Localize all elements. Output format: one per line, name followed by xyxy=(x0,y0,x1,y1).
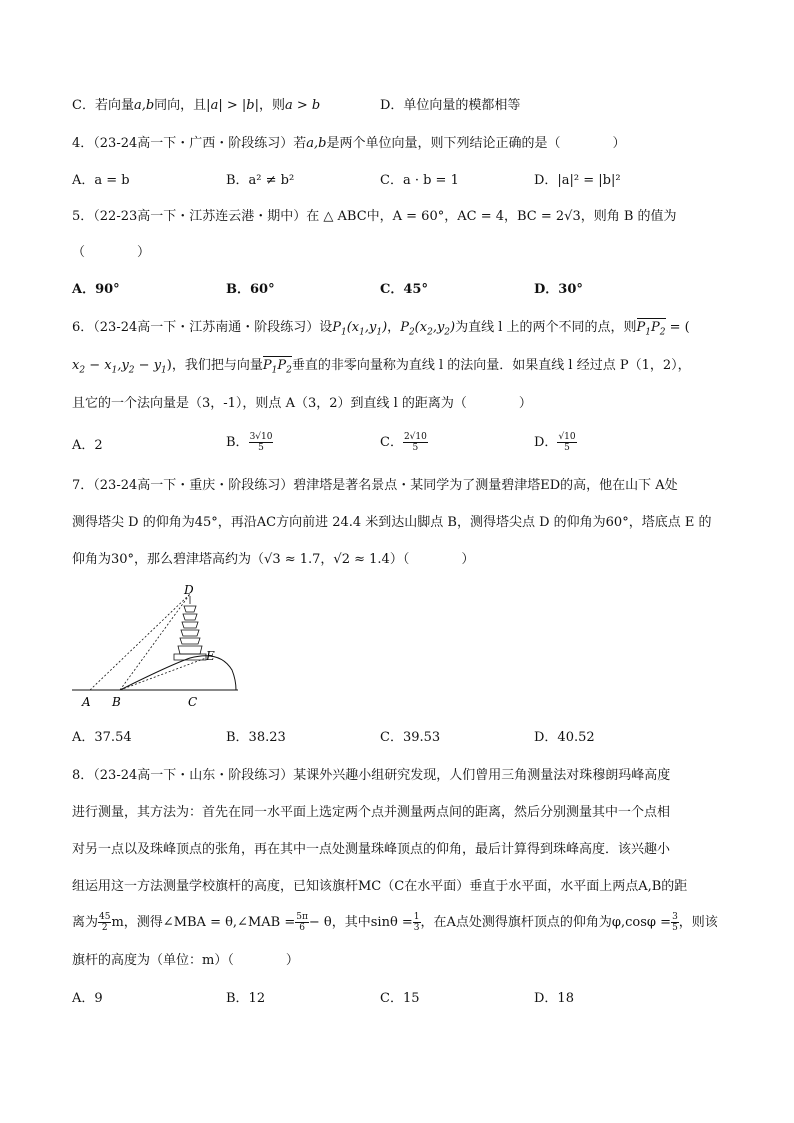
q7-option-b[interactable]: B．38.23 xyxy=(226,730,286,745)
q8-line5 xyxy=(72,912,718,933)
q8-line5-d: ，在A点处测得旗杆顶点的仰角为φ,cosφ = xyxy=(420,915,672,930)
q4-option-c[interactable]: C．a · b = 1 xyxy=(380,173,459,188)
q8-line5-c: − θ，其中sinθ = xyxy=(308,915,413,930)
q4-option-b[interactable]: B．a² ≠ b² xyxy=(226,173,295,188)
q3-option-c-b: b xyxy=(246,98,255,113)
q8-frac-cos-den: 5 xyxy=(672,923,678,933)
q6-line1: 6．（23-24高一下・江苏南通・阶段练习）设$P_1(x_1,y_1)$，$P_2(x_2,y_2)$为直线 l 上的两个不同的点，则$P_1P_2$ = ( xyxy=(72,320,690,338)
q5-stem-line2: （ ） xyxy=(72,245,151,260)
q4-stem-vec: a,b xyxy=(306,136,327,151)
q6-line3: 且它的一个法向量是（3，-1），则点 A（3，2）到直线 l 的距离为（ ） xyxy=(72,396,532,411)
q6-option-b-frac xyxy=(249,432,274,453)
q4-option-a[interactable]: A．a = b xyxy=(72,173,130,188)
q7-figure xyxy=(70,580,250,715)
q3-option-c-rest2: |，则 xyxy=(254,98,285,113)
q3-option-c[interactable] xyxy=(72,96,320,116)
q6-option-b-num: 3√10 xyxy=(249,432,273,442)
q5-stem-line1: 5．（22-23高一下・江苏连云港・期中）在 △ ABC中，A = 60°，AC = 4，BC = 2√3，则角 B 的值为 xyxy=(72,209,677,224)
q6-vec-p1p2-2: $P_1P_2$ xyxy=(262,358,292,376)
sight-lines xyxy=(90,594,206,690)
q8-frac-cos-num: 3 xyxy=(672,912,678,922)
q5-option-a[interactable]: A．90° xyxy=(72,282,120,297)
q6-option-d-label: D． xyxy=(534,435,558,450)
q8-option-d[interactable]: D．18 xyxy=(534,991,574,1006)
q6-option-d[interactable] xyxy=(534,432,577,453)
q3-option-c-a: a xyxy=(210,98,219,113)
q3-option-c-vec: a,b xyxy=(133,98,155,113)
q3-option-c-cmp: a > b xyxy=(284,98,321,113)
q8-option-b[interactable]: B．12 xyxy=(226,991,266,1006)
label-d: D xyxy=(184,583,194,597)
q8-frac-angle xyxy=(295,912,309,933)
q8-line5-b: m，测得∠MBA = θ,∠MAB = xyxy=(111,915,296,930)
q8-frac-ab-den: 2 xyxy=(101,923,108,933)
q6-option-b-den: 5 xyxy=(258,443,264,453)
tower xyxy=(174,596,206,660)
q8-frac-ab xyxy=(98,912,111,933)
q8-frac-angle-num: 5π xyxy=(296,912,308,922)
q6-option-c-label: C． xyxy=(380,435,403,450)
q6-line2-text-b: 垂直的非零向量称为直线 l 的法向量．如果直线 l 经过点 P（1，2）， xyxy=(291,358,691,373)
q6-option-c-den: 5 xyxy=(412,443,419,453)
q8-frac-sin xyxy=(413,912,421,933)
q7-line3: 仰角为30°，那么碧津塔高约为（√3 ≈ 1.7，√2 ≈ 1.4）（ ） xyxy=(72,552,475,567)
q7-option-a[interactable]: A．37.54 xyxy=(72,730,132,745)
q6-option-d-den: 5 xyxy=(564,443,570,453)
q8-frac-sin-den: 3 xyxy=(413,923,420,933)
q6-p2: $P_2(x_2,y_2)$ xyxy=(400,320,456,338)
q5-option-d[interactable]: D．30° xyxy=(534,282,583,297)
q5-option-c[interactable]: C．45° xyxy=(380,282,428,297)
q4-stem-text2: 是两个单位向量，则下列结论正确的是（ ） xyxy=(326,136,626,151)
q8-line5-e: ，则该 xyxy=(678,915,718,930)
label-a: A xyxy=(82,695,91,709)
q8-option-c[interactable]: C．15 xyxy=(380,991,420,1006)
q6-line1-text-a: 6．（23-24高一下・江苏南通・阶段练习）设 xyxy=(72,320,333,335)
q3-option-c-mid: | > | xyxy=(218,98,247,113)
q4-stem-text: 4．（23-24高一下・广西・阶段练习）若 xyxy=(72,136,307,151)
q8-line2: 进行测量，其方法为：首先在同一水平面上选定两个点并测量两点间的距离，然后分别测量其中一个点相 xyxy=(72,805,671,820)
q6-option-d-num: √10 xyxy=(558,432,576,442)
q6-line2-text-a: ，我们把与向量 xyxy=(171,358,263,373)
label-c: C xyxy=(188,695,198,709)
q8-frac-angle-den: 6 xyxy=(299,923,305,933)
q7-line1: 7．（23-24高一下・重庆・阶段练习）碧津塔是著名景点・某同学为了测量碧津塔ED的高，他在山下 A处 xyxy=(72,478,678,493)
q6-option-b-label: B． xyxy=(226,435,249,450)
q3-option-c-rest1: 同向，且| xyxy=(154,98,211,113)
q6-option-b[interactable] xyxy=(226,432,273,453)
q8-frac-cos xyxy=(671,912,679,933)
q6-line1-text-b: 为直线 l 上的两个不同的点，则 xyxy=(455,320,637,335)
q8-frac-ab-num: 45 xyxy=(99,912,111,922)
q6-option-a[interactable]: A．2 xyxy=(72,438,103,453)
q3-option-d[interactable]: D．单位向量的模都相等 xyxy=(380,98,521,113)
q6-p1: $P_1(x_1,y_1)$ xyxy=(332,320,388,338)
q6-option-c-frac xyxy=(403,432,428,453)
q6-vec-p1p2: $P_1P_2$ xyxy=(636,320,666,338)
q7-line2: 测得塔尖 D 的仰角为45°，再沿AC方向前进 24.4 米到达山脚点 B，测得塔尖点 D 的仰角为60°，塔底点 E 的 xyxy=(72,515,712,530)
q6-option-d-frac xyxy=(557,432,576,453)
q8-line3: 对另一点以及珠峰顶点的张角，再在其中一点处测量珠峰顶点的仰角，最后计算得到珠峰高度．该兴趣小 xyxy=(72,842,671,857)
q8-frac-sin-num: 1 xyxy=(413,912,420,922)
q7-option-c[interactable]: C．39.53 xyxy=(380,730,441,745)
q6-option-c-num: 2√10 xyxy=(403,432,427,442)
q8-line6: 旗杆的高度为（单位：m）（ ） xyxy=(72,953,299,968)
q3-option-c-text: C．若向量 xyxy=(72,98,134,113)
q6-option-c[interactable] xyxy=(380,432,428,453)
q6-vec-components: $x_2 - x_1,y_2 - y_1$ xyxy=(72,358,167,376)
q8-line5-a: 离为 xyxy=(72,915,99,930)
q4-stem xyxy=(72,134,625,154)
q5-option-b[interactable]: B．60° xyxy=(226,282,275,297)
q8-line4: 组运用这一方法测量学校旗杆的高度，已知该旗杆MC（C在水平面）垂直于水平面，水平面上两点A,B的距 xyxy=(72,879,688,894)
q8-line1: 8．（23-24高一下・山东・阶段练习）某课外兴趣小组研究发现，人们曾用三角测量法对珠穆朗玛峰高度 xyxy=(72,768,671,783)
q7-option-d[interactable]: D．40.52 xyxy=(534,730,595,745)
hill-outline xyxy=(120,656,236,690)
label-b: B xyxy=(112,695,121,709)
label-e: E xyxy=(206,649,215,663)
q8-option-a[interactable]: A．9 xyxy=(72,991,103,1006)
q4-option-d[interactable]: D．|a|² = |b|² xyxy=(534,173,621,188)
q6-line2: $x_2 - x_1,y_2 - y_1$)，我们把与向量$P_1P_2$垂直的非零向量称为直线 l 的法向量．如果直线 l 经过点 P（1，2）， xyxy=(72,358,691,376)
